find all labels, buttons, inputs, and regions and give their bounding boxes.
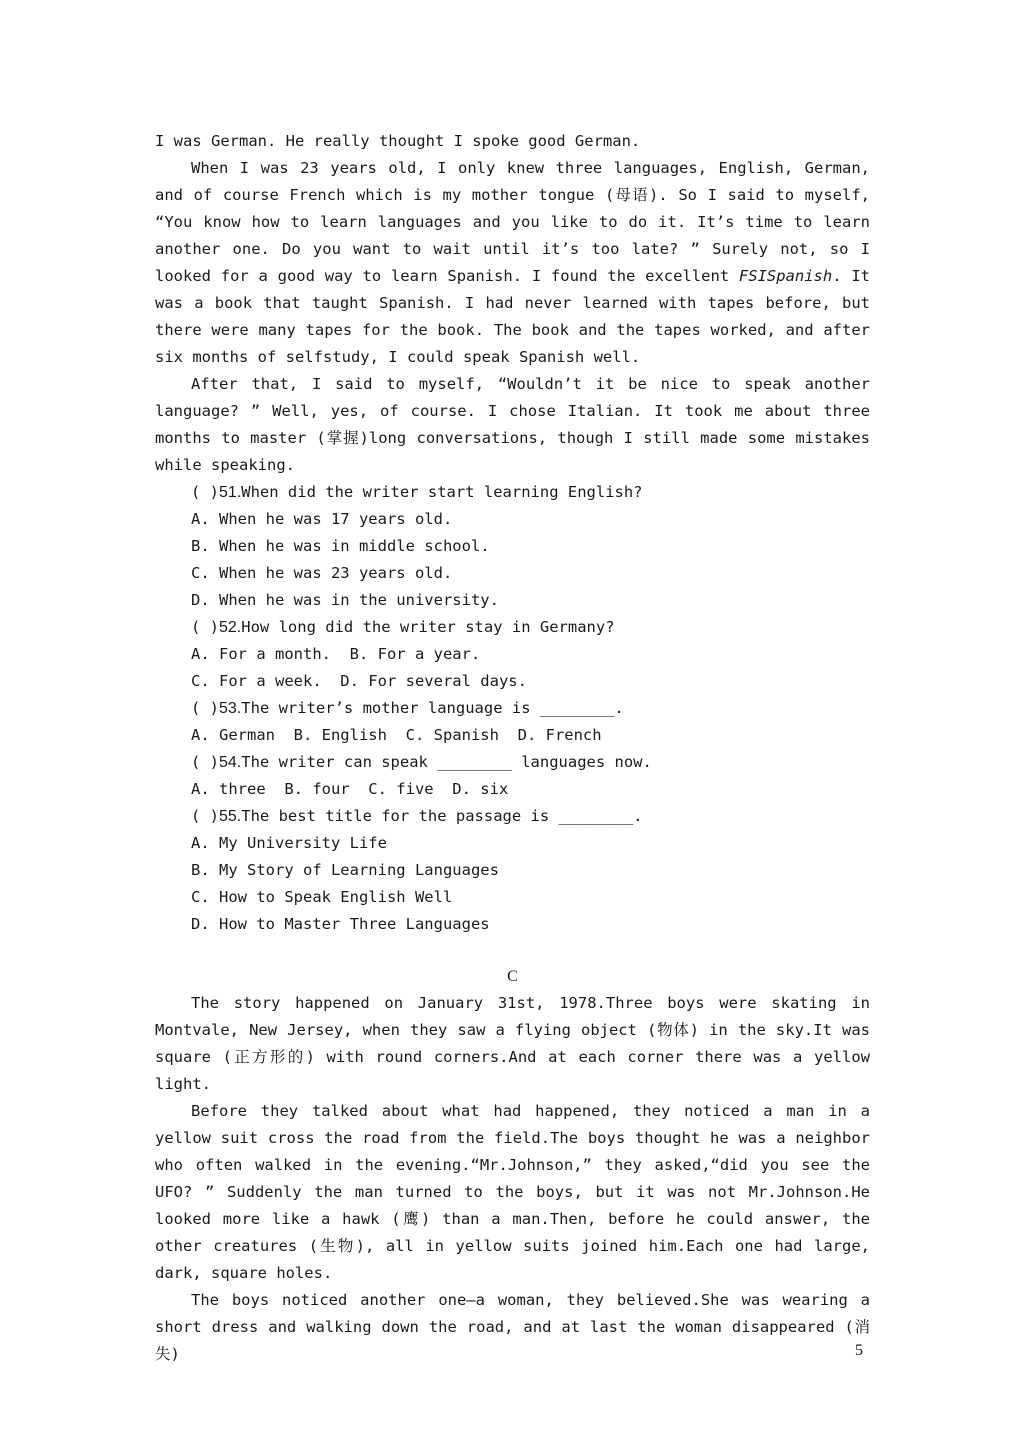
question-text: How long did the writer stay in Germany?	[241, 618, 615, 636]
document-page	[155, 128, 870, 1368]
answer-blank[interactable]: ( )	[191, 753, 219, 771]
answer-blank[interactable]: ( )	[191, 699, 219, 717]
question-text: When did the writer start learning English?	[241, 483, 643, 501]
option: B. My Story of Learning Languages	[191, 861, 499, 879]
paragraph-yellow-suit: Before they talked about what had happened, they noticed a man in a yellow suit cross the road from the field.The boys thought he was a neighbor who often walked in the evening.“Mr.Johnson,” they asked,“did you see the UFO? ” Suddenly the man turned to the boys, but it was not Mr.Johnson.He looked more like a hawk (鹰) than a man.Then, before he could answer, the other creatures (生物), all in yellow suits joined him.Each one had large, dark, square holes.	[155, 1102, 870, 1282]
question-number: 52.	[219, 619, 242, 636]
option: A. When he was 17 years old.	[191, 510, 453, 528]
option: B. When he was in middle school.	[191, 537, 490, 555]
option: C. For a week. D. For several days.	[191, 672, 527, 690]
question-text: The best title for the passage is ________.	[241, 807, 643, 825]
option: A. three B. four C. five D. six	[191, 780, 509, 798]
question-55	[155, 803, 870, 938]
section-heading: C	[507, 968, 518, 985]
question-text: The writer can speak ________ languages now.	[241, 753, 652, 771]
question-54	[155, 749, 870, 803]
question-number: 54.	[219, 754, 242, 771]
page-number: 5	[855, 1342, 863, 1359]
option: A. German B. English C. Spanish D. French	[191, 726, 602, 744]
option: C. When he was 23 years old.	[191, 564, 453, 582]
question-number: 55.	[219, 808, 242, 825]
answer-blank[interactable]: ( )	[191, 807, 219, 825]
question-text: The writer’s mother language is ________.	[241, 699, 624, 717]
paragraph-intro: I was German. He really thought I spoke good German.	[155, 132, 641, 150]
option: A. For a month. B. For a year.	[191, 645, 481, 663]
question-51	[155, 479, 870, 614]
option: D. When he was in the university.	[191, 591, 499, 609]
paragraph-spanish	[155, 155, 870, 371]
paragraph-spanish-part1: When I was 23 years old, I only knew three languages, English, German, and of course French which is my mother tongue (母语). So I said to myself, “You know how to learn languages and you like to do it. It’s time to learn another one. Do you want to wait until it’s too late? ” Surely not, so I looked for a good way to learn Spanish. I found the excellent	[155, 159, 870, 285]
answer-blank[interactable]: ( )	[191, 618, 219, 636]
paragraph-woman: The boys noticed another one—a woman, they believed.She was wearing a short dress and walking down the road, and at last the woman disappeared (消失)	[155, 1291, 870, 1363]
option: A. My University Life	[191, 834, 387, 852]
question-number: 51.	[219, 484, 242, 501]
book-title: FSISpanish	[738, 267, 833, 285]
question-52	[155, 614, 870, 695]
option: C. How to Speak English Well	[191, 888, 453, 906]
question-number: 53.	[219, 700, 242, 717]
question-53	[155, 695, 870, 749]
paragraph-spanish-part2: . It was a book that taught Spanish. I had never learned with tapes before, but there were many tapes for the book. The book and the tapes worked, and after six months of selfstudy, I could speak Spanish well.	[155, 267, 871, 366]
paragraph-italian: After that, I said to myself, “Wouldn’t it be nice to speak another language? ” Well, yes, of course. I chose Italian. It took me about three months to master (掌握)long conversations, though I still made some mistakes while speaking.	[155, 375, 870, 474]
paragraph-ufo-story: The story happened on January 31st, 1978.Three boys were skating in Montvale, New Jersey, when they saw a flying object (物体) in the sky.It was square (正方形的) with round corners.And at each corner there was a yellow light.	[155, 994, 870, 1093]
option: D. How to Master Three Languages	[191, 915, 490, 933]
answer-blank[interactable]: ( )	[191, 483, 219, 501]
